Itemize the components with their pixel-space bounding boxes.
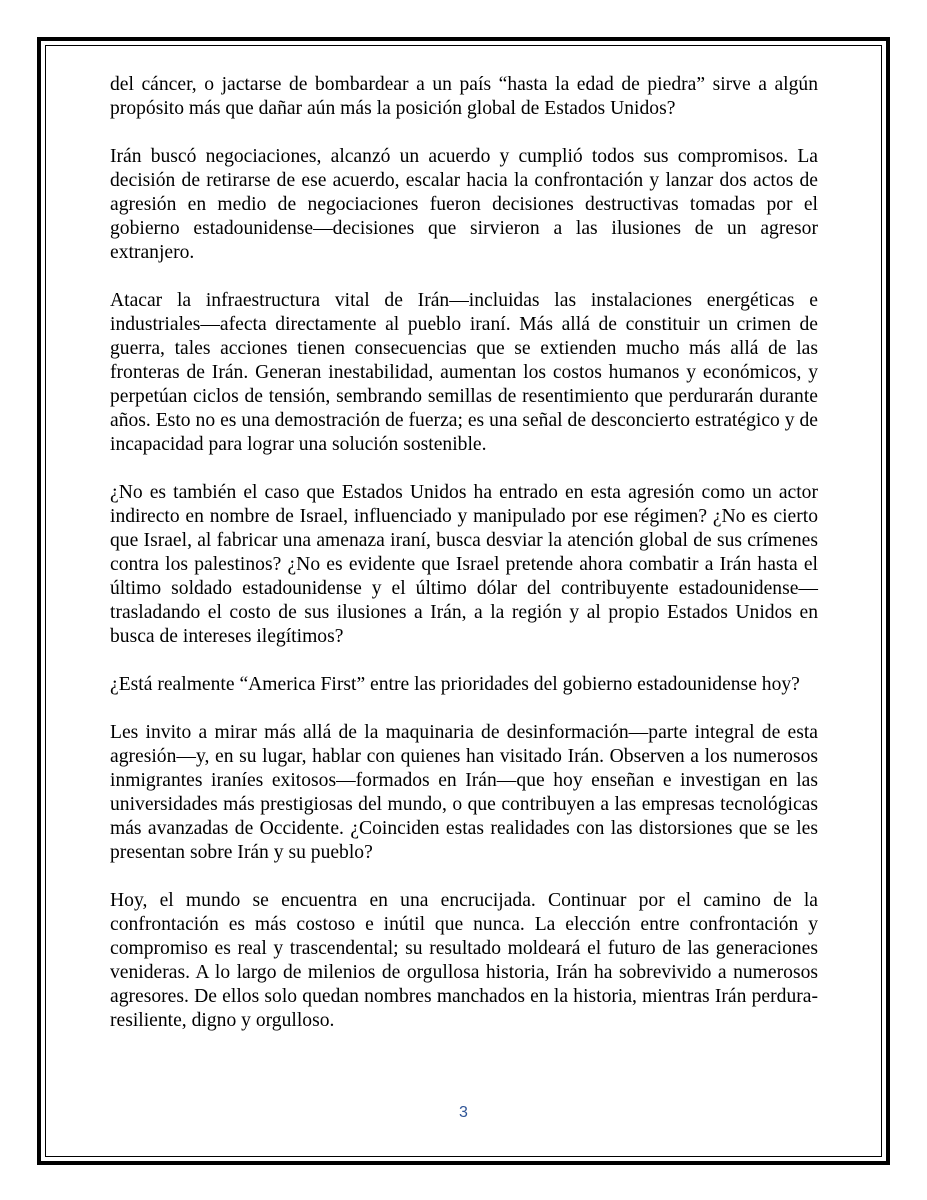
paragraph: ¿No es también el caso que Estados Unidos ha entrado en esta agresión como un actor indirecto en nombre de Israel, influenciado y manipulado por ese régimen? ¿No es cierto que Israel, al fabricar una amenaza iraní, busca desviar la atención global de sus crímenes contra los palestinos? ¿No es evidente que Israel pretende ahora combatir a Irán hasta el último soldado estadounidense y el último dólar del contribuyente estadounidense—trasladando el costo de sus ilusiones a Irán, a la región y al propio Estados Unidos en busca de intereses ilegítimos? [110,482,818,647]
paragraph: Hoy, el mundo se encuentra en una encrucijada. Continuar por el camino de la confrontación es más costoso e inútil que nunca. La elección entre confrontación y compromiso es real y trascendental; su resultado moldeará el futuro de las generaciones venideras. A lo largo de milenios de orgullosa historia, Irán ha sobrevivido a numerosos agresores. De ellos solo quedan nombres manchados en la historia, mientras Irán perdura- resiliente, digno y orgulloso. [110,890,818,1031]
page-number: 3 [459,1104,468,1121]
paragraph: Atacar la infraestructura vital de Irán—incluidas las instalaciones energéticas e industriales—afecta directamente al pueblo iraní. Más allá de constituir un crimen de guerra, tales acciones tienen consecuencias que se extienden mucho más allá de las fronteras de Irán. Generan inestabilidad, aumentan los costos humanos y económicos, y perpetúan ciclos de tensión, sembrando semillas de resentimiento que perdurarán durante años. Esto no es una demostración de fuerza; es una señal de desconcierto estratégico y de incapacidad para lograr una solución sostenible. [110,290,818,455]
paragraph: Irán buscó negociaciones, alcanzó un acuerdo y cumplió todos sus compromisos. La decisión de retirarse de ese acuerdo, escalar hacia la confrontación y lanzar dos actos de agresión en medio de negociaciones fueron decisiones destructivas tomadas por el gobierno estadounidense—decisiones que sirvieron a las ilusiones de un agresor extranjero. [110,146,818,263]
paragraph: ¿Está realmente “America First” entre las prioridades del gobierno estadounidense hoy? [110,674,800,695]
paragraph: del cáncer, o jactarse de bombardear a un país “hasta la edad de piedra” sirve a algún propósito más que dañar aún más la posición global de Estados Unidos? [110,74,818,119]
document-body [110,73,818,1057]
paragraph: Les invito a mirar más allá de la maquinaria de desinformación—parte integral de esta agresión—y, en su lugar, hablar con quienes han visitado Irán. Observen a los numerosos inmigrantes iraníes exitosos—formados en Irán—que hoy enseñan e investigan en las universidades más prestigiosas del mundo, o que contribuyen a las empresas tecnológicas más avanzadas de Occidente. ¿Coinciden estas realidades con las distorsiones que se les presentan sobre Irán y su pueblo? [110,722,818,863]
